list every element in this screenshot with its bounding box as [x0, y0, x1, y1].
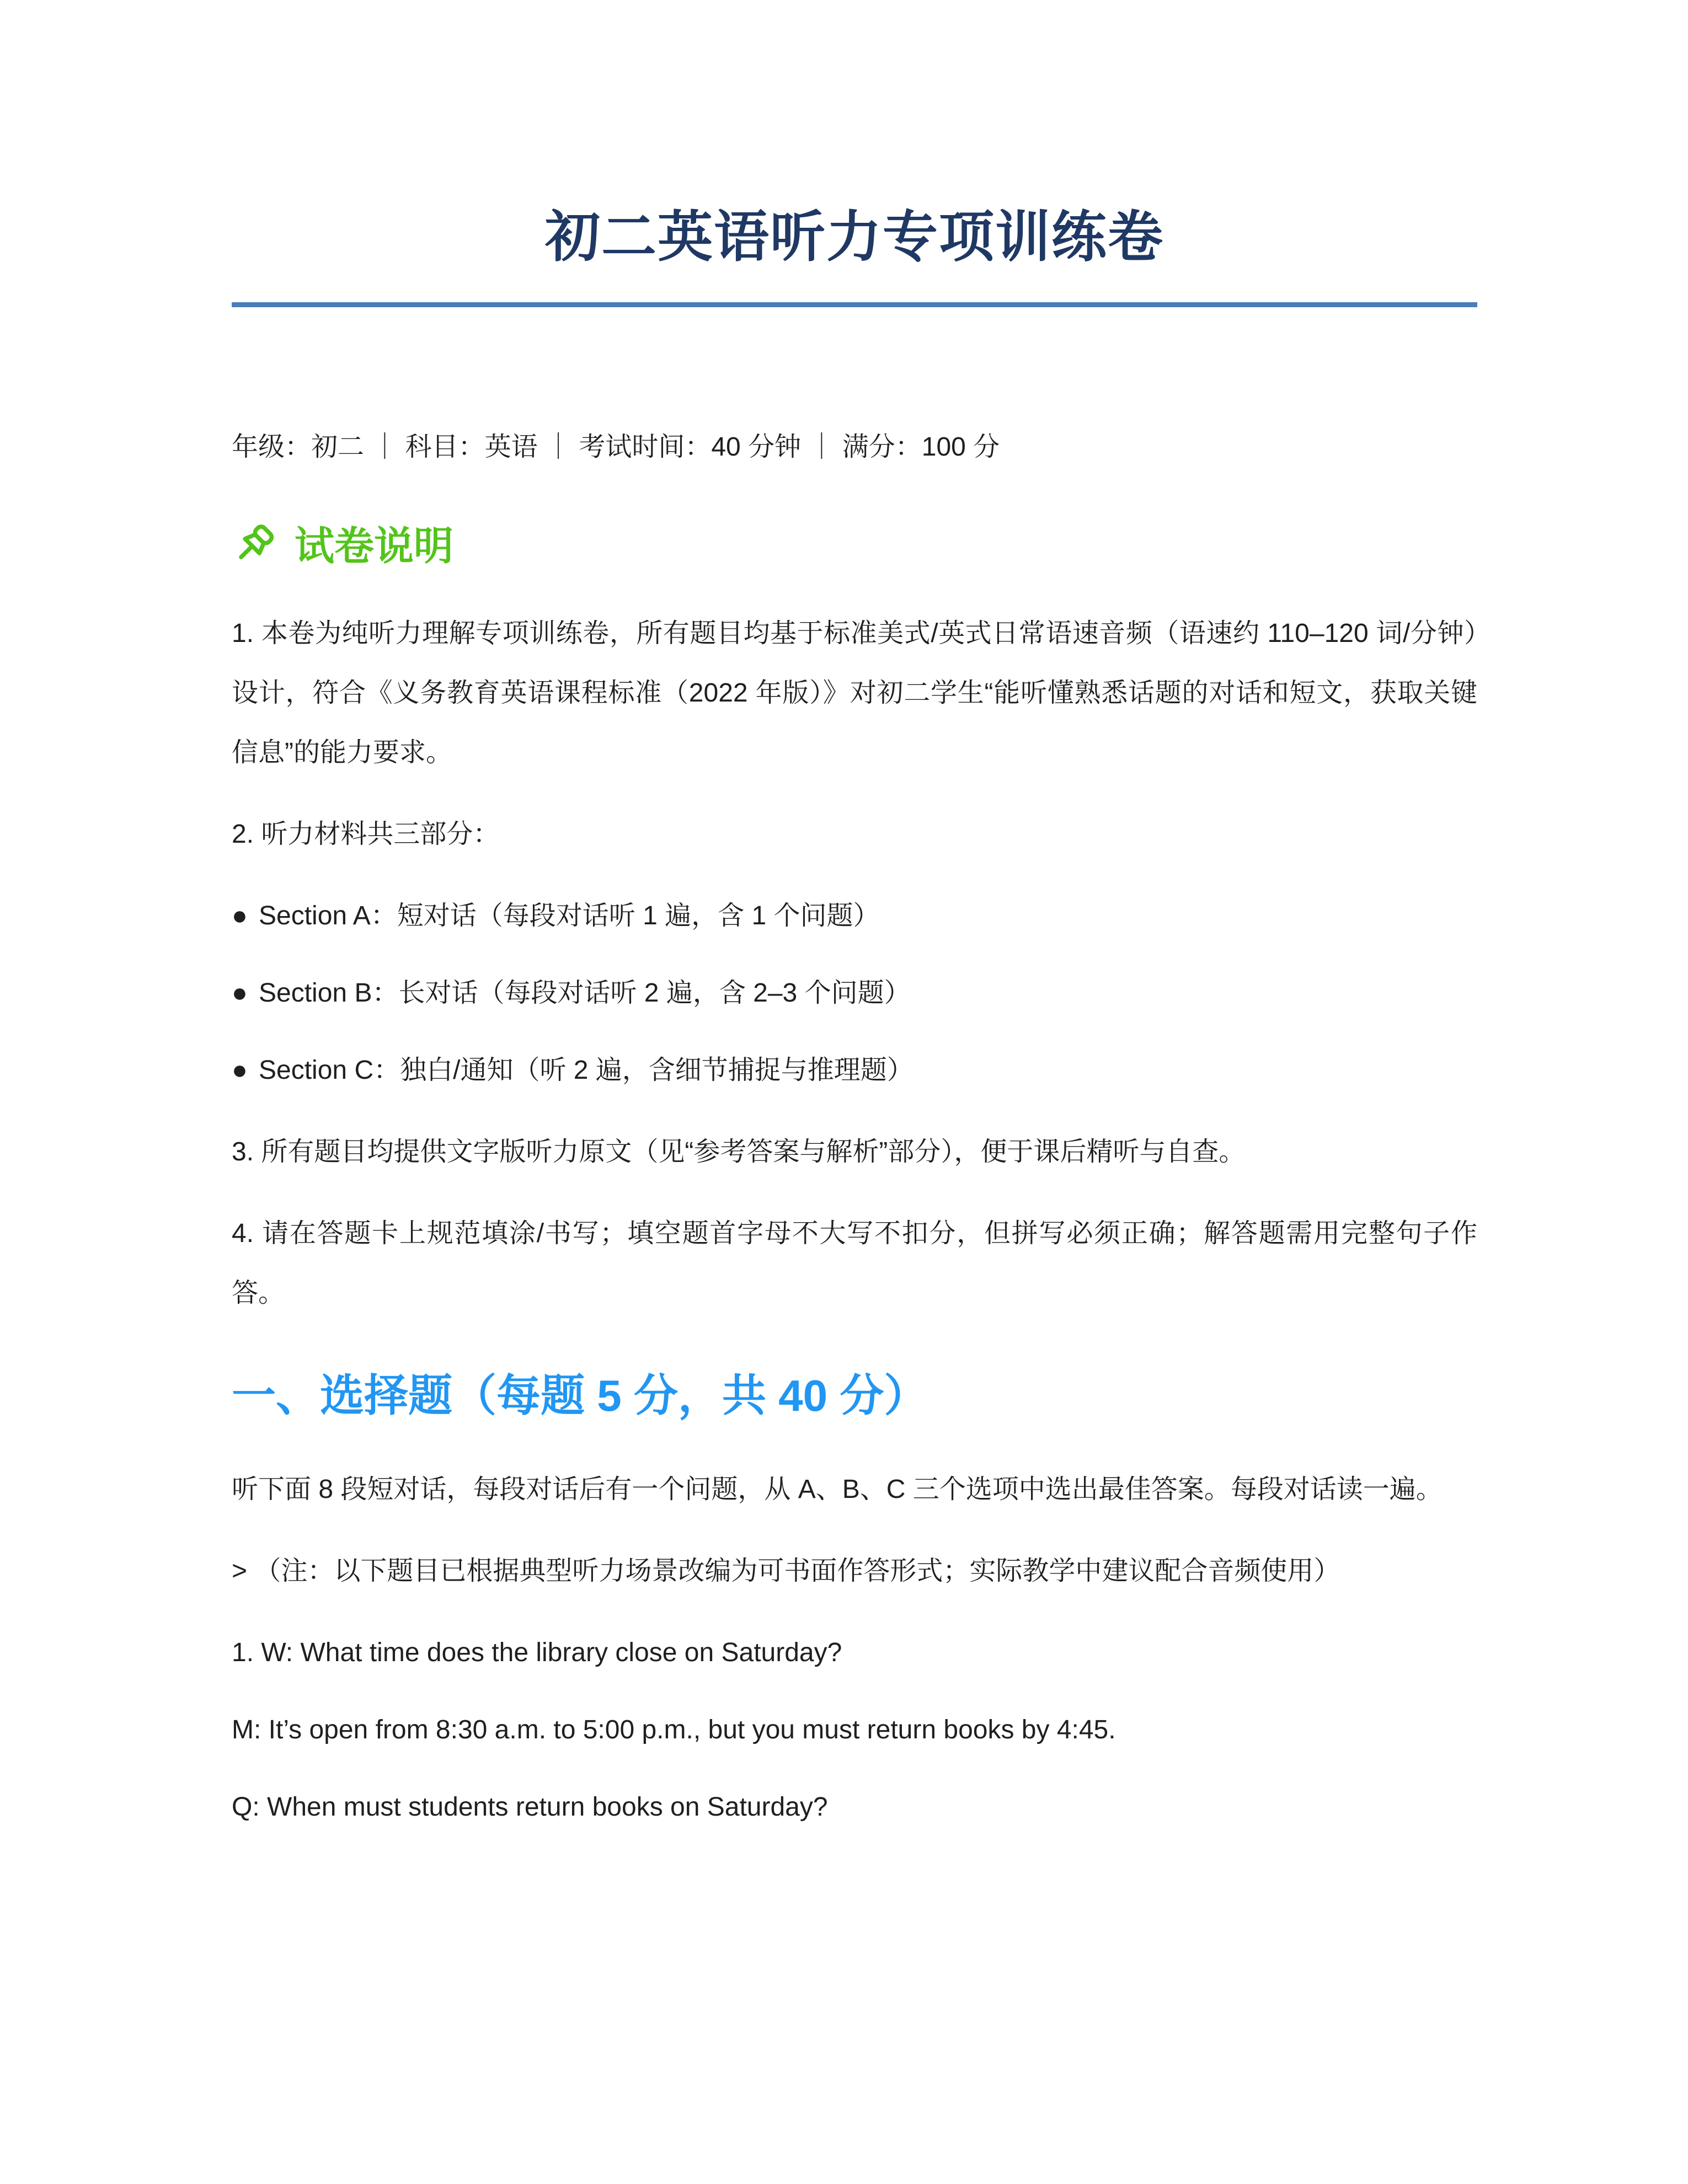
instructions-heading: [232, 521, 1477, 573]
instructions-paragraph-2: 2. 听力材料共三部分：: [232, 819, 500, 849]
section-one-heading: 一、选择题（每题 5 分，共 40 分）: [232, 1371, 928, 1420]
question-1-man-line: M: It’s open from 8:30 a.m. to 5:00 p.m., but you must return books by 4:45.: [232, 1715, 1116, 1744]
page-title: 初二英语听力专项训练卷: [232, 204, 1477, 307]
instructions-paragraph-1: 1. 本卷为纯听力理解专项训练卷，所有题目均基于标准美式/英式日常语速音频（语速约 110–120 词/分钟）设计，符合《义务教育英语课程标准（2022 年版）》对初二学生“能听懂熟悉话题的对话和短文，获取关键信息”的能力要求。: [232, 618, 1477, 767]
bullet-icon: ●: [232, 978, 248, 1008]
bullet-icon: ●: [232, 1055, 248, 1085]
pushpin-icon: [232, 524, 278, 570]
list-item-section-b: [232, 963, 1477, 1023]
list-item-section-c: [232, 1041, 1477, 1100]
section-one-intro: 听下面 8 段短对话，每段对话后有一个问题，从 A、B、C 三个选项中选出最佳答案。每段对话读一遍。: [232, 1474, 1443, 1504]
list-item-section-a: [232, 886, 1477, 946]
instructions-paragraph-4: 4. 请在答题卡上规范填涂/书写；填空题首字母不大写不扣分，但拼写必须正确；解答题需用完整句子作答。: [232, 1218, 1477, 1308]
list-item-text: Section A：短对话（每段对话听 1 遍，含 1 个问题）: [259, 901, 880, 930]
section-one-note: > （注：以下题目已根据典型听力场景改编为可书面作答形式；实际教学中建议配合音频使用）: [232, 1556, 1340, 1586]
list-item-text: Section B：长对话（每段对话听 2 遍，含 2–3 个问题）: [259, 978, 911, 1008]
exam-meta-line: 年级：初二 ｜ 科目：英语 ｜ 考试时间：40 分钟 ｜ 满分：100 分: [232, 432, 1000, 462]
instructions-heading-label: 试卷说明: [295, 524, 454, 569]
question-1-woman-line: 1. W: What time does the library close on Saturday?: [232, 1637, 842, 1667]
bullet-icon: ●: [232, 901, 248, 930]
list-item-text: Section C：独白/通知（听 2 遍，含细节捕捉与推理题）: [259, 1055, 914, 1085]
instructions-paragraph-3: 3. 所有题目均提供文字版听力原文（见“参考答案与解析”部分），便于课后精听与自查。: [232, 1137, 1246, 1166]
question-1-question-line: Q: When must students return books on Saturday?: [232, 1792, 828, 1822]
